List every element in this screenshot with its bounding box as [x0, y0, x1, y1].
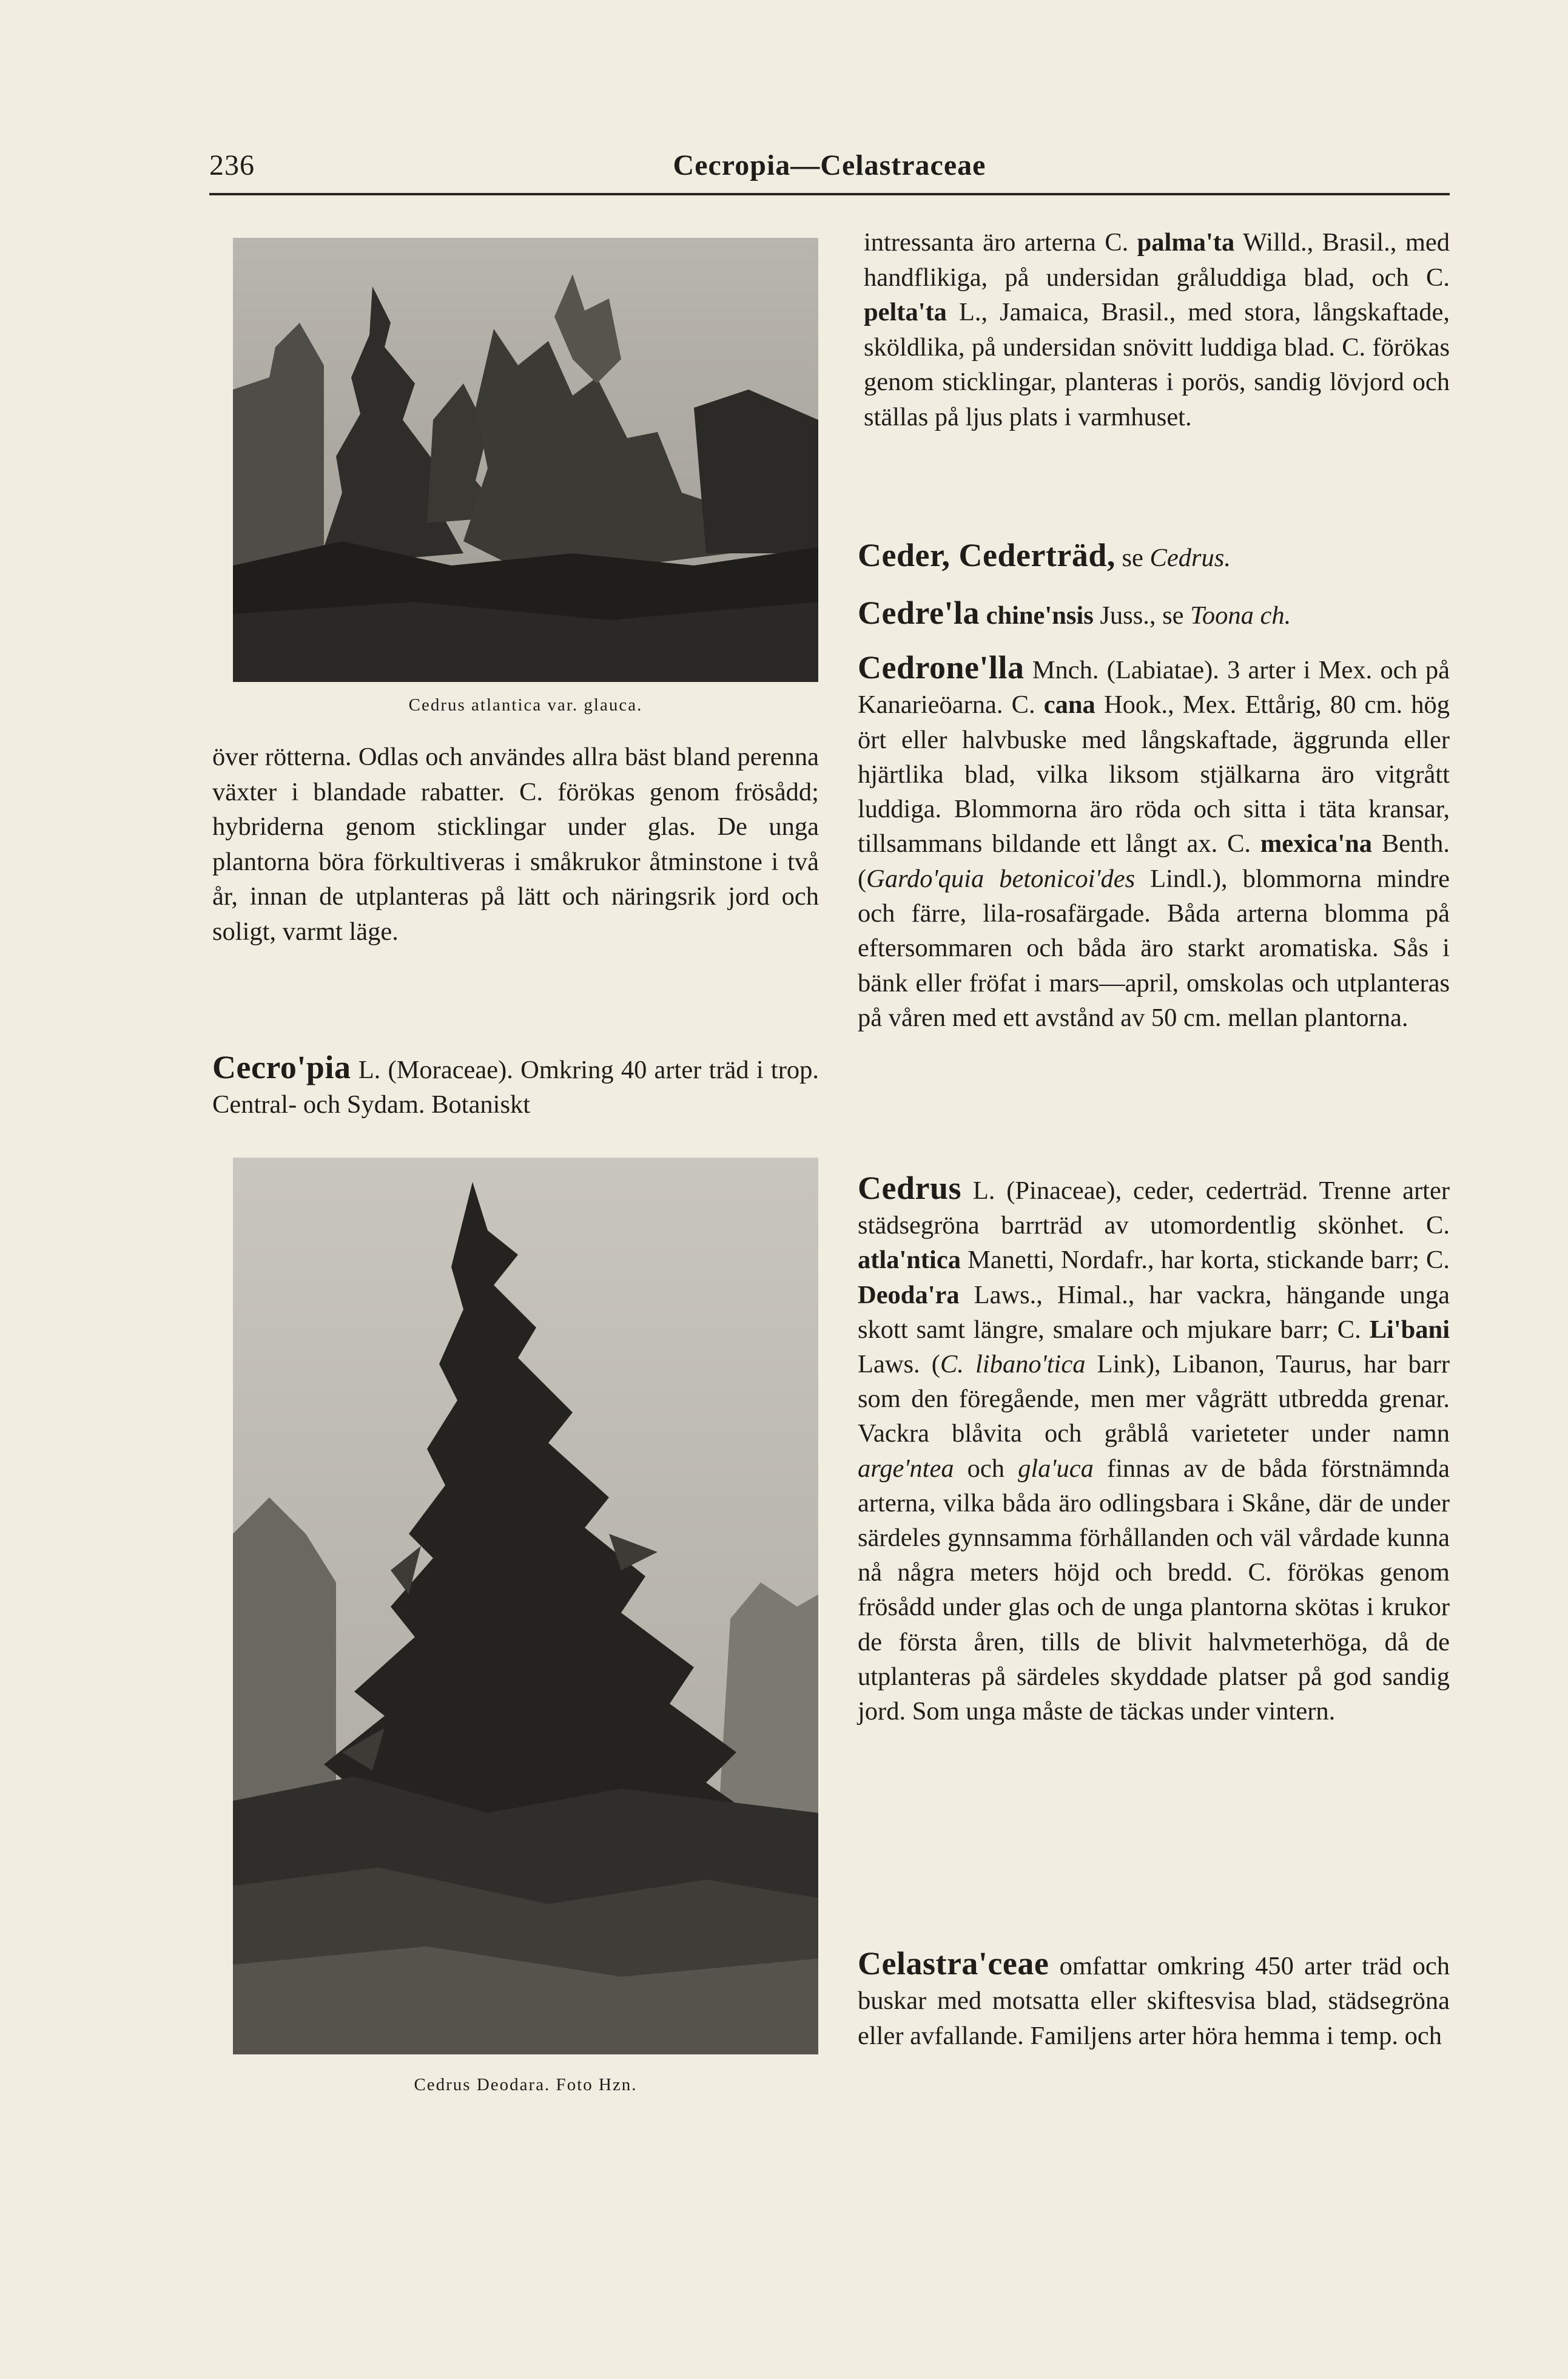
header-rule [209, 193, 1450, 195]
text-run: Juss., se [1100, 601, 1184, 630]
page-number: 236 [209, 149, 255, 181]
text-run: L., Jamaica, Brasil., med stora, långskaftade, sköldlika, på undersidan snövitt luddiga blad. C. förökas genom sticklingar, planteras i porös, sandig lövjord och ställas på ljus plats i varmhuset. [864, 298, 1450, 431]
page-header [209, 149, 1450, 191]
variety-glauca: gla'uca [1018, 1454, 1094, 1483]
species-atlantica: atla'ntica [858, 1246, 961, 1275]
headword-cedrus: Cedrus [858, 1170, 962, 1206]
text-run: se [1122, 544, 1143, 572]
synonym: C. libano'tica [940, 1350, 1086, 1379]
text-run: Mnch. (Labiatae). 3 arter i Mex. och på Kanarieöarna. C. [858, 656, 1450, 720]
species-libani: Li'bani [1369, 1315, 1450, 1344]
headword-ceder: Ceder, Cederträd, [858, 537, 1115, 573]
text-run: och [967, 1454, 1005, 1483]
cross-reference: Cedrus. [1149, 544, 1231, 572]
headword-celastraceae: Celastra'ceae [858, 1945, 1049, 1982]
text-run: Benth. ( [858, 829, 1450, 893]
entry-cedronella [858, 650, 1450, 1035]
headword-cedronella: Cedrone'lla [858, 649, 1025, 686]
cecropia-text: L. (Moraceae). Omkring 40 arter träd i trop. Central- och Sydam. Botaniskt [212, 1056, 819, 1119]
species-chinensis: chine'nsis [986, 601, 1094, 630]
text-run: L. (Pinaceae), ceder, cederträd. Trenne arter städsegröna barrträd av utomordentlig skönhet. C. [858, 1176, 1450, 1240]
text-run: Laws. ( [858, 1350, 940, 1379]
paragraph-cedrela-cont: över rötterna. Odlas och användes allra bäst bland perenna växter i blandade rabatter. C. förökas genom frösådd; hybriderna genom sticklingar under glas. De unga plantorna böra förkultiveras i småkrukor åtminstone i två år, innan de utplanteras på lätt och näringsrik jord och soligt, varmt läge. [212, 743, 819, 946]
text-run: finnas av de båda förstnämnda arterna, vilka båda äro odlingsbara i Skåne, där de under särdeles gynnsamma förhållanden och väl vårdade kunna nå några meters höjd och bredd. C. förökas genom frösådd under glas och de unga plantorna skötas i krukor de första åren, tills de blivit halvmeterhöga, då de utplanteras på särdeles skyddade platser på god sandig jord. Som unga måste de täckas under vintern. [858, 1454, 1450, 1726]
photo-cedrus-atlantica [233, 238, 818, 682]
variety-argentea: arge'ntea [858, 1454, 954, 1483]
species-mexicana: mexica'na [1260, 829, 1373, 859]
running-head: Cecropia—Celastraceae [673, 149, 986, 181]
photo-cedrus-deodara [233, 1158, 818, 2054]
species-peltata: pelta'ta [864, 298, 947, 327]
cross-reference: Toona ch. [1190, 601, 1291, 630]
text-run: intressanta äro arterna C. [864, 228, 1129, 257]
figure-caption-1: Cedrus atlantica var. glauca. [408, 695, 643, 715]
text-run: Willd., Brasil., med handflikiga, på undersidan gråluddiga blad, och C. [864, 228, 1450, 292]
species-palmata: palma'ta [1137, 228, 1235, 257]
text-run: Hook., Mex. Ettårig, 80 cm. hög ört eller halvbuske med långskaftade, äggrunda eller hjärtlika blad, vilka liksom stjälkarna äro vitgrått luddiga. Blommorna äro röda och sitta i täta kransar, tillsammans bildande ett långt ax. C. [858, 690, 1450, 859]
text-run: Lindl.), blommorna mindre och färre, lila-rosafärgade. Båda arterna blomma på eftersommaren och båda äro starkt aromatiska. Sås i bänk eller fröfat i mars—april, omskolas och utplanteras på våren med ett avstånd av 50 cm. mellan plantorna. [858, 864, 1450, 1032]
species-deodara: Deoda'ra [858, 1280, 960, 1309]
entry-cecropia [212, 1050, 819, 1122]
species-cana: cana [1043, 690, 1095, 720]
headword-cecropia: Cecro'pia [212, 1049, 351, 1085]
text-run: Manetti, Nordafr., har korta, stickande barr; C. [967, 1246, 1450, 1275]
text-run: Link), Libanon, Taurus, har barr som den föregående, men mer vågrätt utbredda grenar. Vackra blåvita och gråblå varieteter under namn [858, 1350, 1450, 1448]
left-column-text [212, 740, 819, 950]
entry-celastraceae [858, 1946, 1450, 2053]
entry-cedrus [858, 1171, 1450, 1729]
figure-caption-2: Cedrus Deodara. Foto Hzn. [414, 2075, 638, 2094]
entry-ceder [858, 534, 1452, 579]
text-run: Laws., Himal., har vackra, hängande unga skott samt längre, smalare och mjukare barr; C. [858, 1280, 1450, 1344]
entry-cedrela [858, 592, 1452, 637]
headword-cedrela: Cedre'la [858, 595, 980, 631]
cecropia-continuation [864, 225, 1450, 435]
text-run: omfattar omkring 450 arter träd och buskar med motsatta eller skiftesvisa blad, städsegröna eller avfallande. Familjens arter höra hemma i temp. och [858, 1952, 1450, 2050]
synonym: Gardo'quia betonicoi'des [866, 864, 1136, 893]
